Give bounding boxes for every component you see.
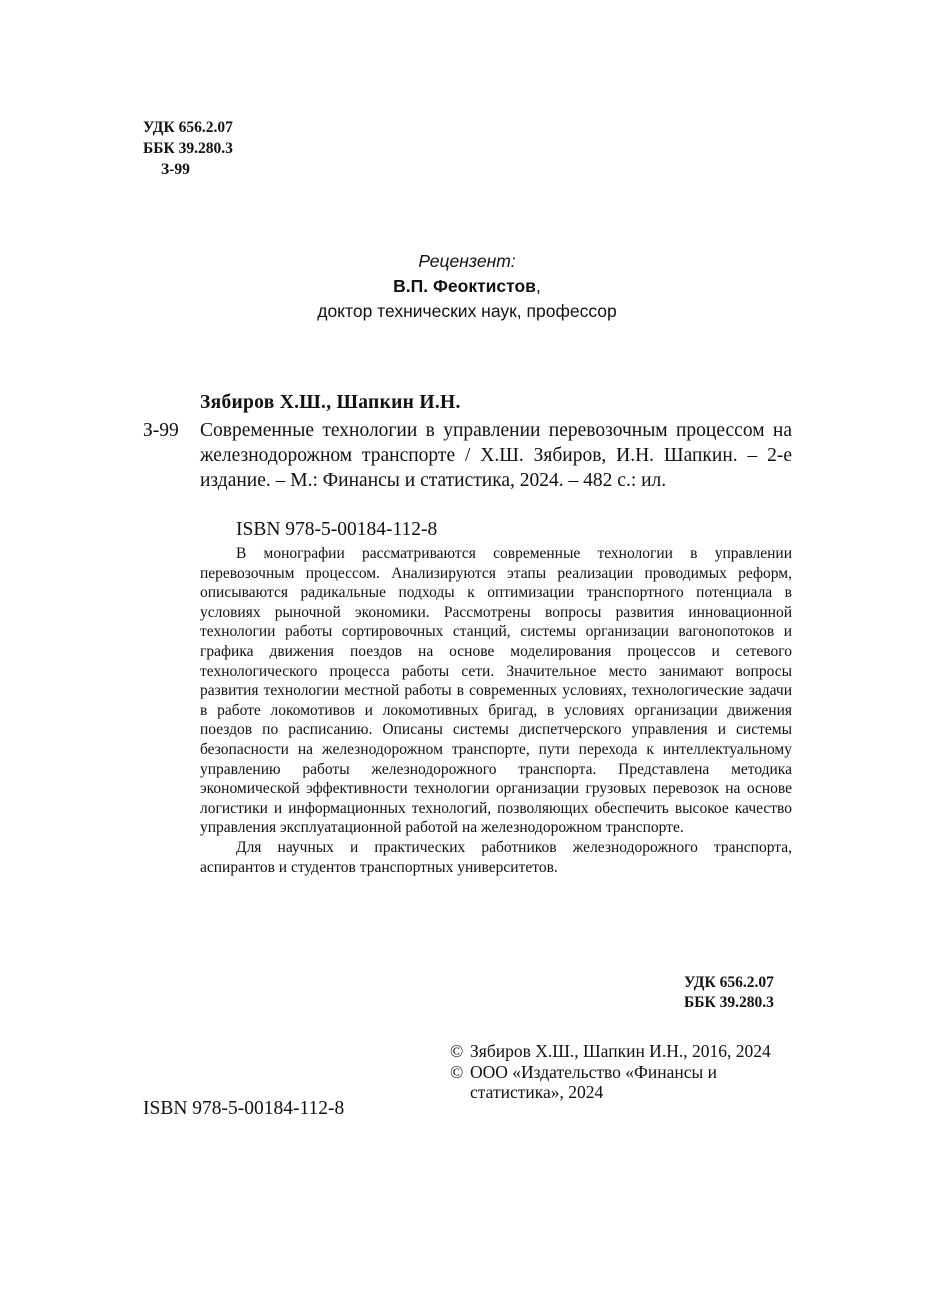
book-authors: Зябиров Х.Ш., Шапкин И.Н. [200, 392, 461, 413]
udk-code-bottom: УДК 656.2.07 [684, 974, 774, 991]
reviewer-block [0, 249, 934, 324]
classification-codes-bottom [684, 973, 774, 1013]
reviewer-name-line [0, 274, 934, 299]
isbn-bottom: ISBN 978-5-00184-112-8 [143, 1098, 345, 1119]
udk-code: УДК 656.2.07 [143, 119, 233, 136]
copyright-publisher: ООО «Издательство «Финансы и статистика», 2024 [470, 1061, 718, 1102]
bbk-code-bottom: ББК 39.280.3 [684, 994, 774, 1011]
copyright-sign: © [450, 1061, 464, 1082]
copyright-sign: © [450, 1041, 464, 1061]
annotation-paragraph: В монографии рассматриваются современные технологии в управлении перевозочным процессом. Анализируются этапы реализации проводимых реформ, описываются радикальные подходы к оптимизации транспортного потенциала в условиях рыночной экономики. Рассмотрены вопросы развития инновационной технологии работы сортировочных станций, системы организации вагонопотоков и графика движения поездов на основе моделирования процессов и сетевого технологического процесса работы сети. Значительное место занимают вопросы развития технологии местной работы в современных условиях, технологические задачи в работе локомотивов и локомотивных бригад, в условиях организации движения поездов по расписанию. Описаны системы диспетчерского управления и системы безопасности на железнодорожном транспорте, пути перехода к интеллектуальному управлению работы железнодорожного транспорта. Представлена методика экономической эффективности технологии организации грузовых перевозок на основе логистики и информационных технологий, позволяющих обеспечить высокое качество управления эксплуатационной работой на железнодорожном транспорте. [200, 545, 792, 837]
copyright-publisher-line [450, 1062, 798, 1103]
cutter-code: З-99 [161, 161, 190, 178]
reviewer-name: В.П. Феоктистов [393, 276, 536, 296]
bbk-code: ББК 39.280.3 [143, 140, 233, 157]
annotation-audience: Для научных и практических работников железнодорожного транспорта, аспирантов и студентов транспортных университетов. [200, 838, 792, 876]
reviewer-credentials: доктор технических наук, профессор [317, 301, 617, 321]
copyright-authors-line [450, 1041, 798, 1062]
bibliographic-description: Современные технологии в управлении перевозочным процессом на железнодорожном транспорте / Х.Ш. Зябиров, И.Н. Шапкин. – 2-е издание. – М.: Финансы и статистика, 2024. – 482 с.: ил. [200, 420, 792, 491]
annotation [200, 544, 792, 877]
book-cutter-code: З-99 [143, 420, 179, 441]
book-isbn: ISBN 978-5-00184-112-8 [236, 519, 438, 540]
copyright-block [450, 1041, 798, 1103]
classification-codes-top [143, 117, 233, 180]
reviewer-label: Рецензент: [418, 251, 516, 271]
reviewer-name-suffix: , [535, 276, 541, 296]
copyright-authors: Зябиров Х.Ш., Шапкин И.Н., 2016, 2024 [470, 1041, 771, 1061]
